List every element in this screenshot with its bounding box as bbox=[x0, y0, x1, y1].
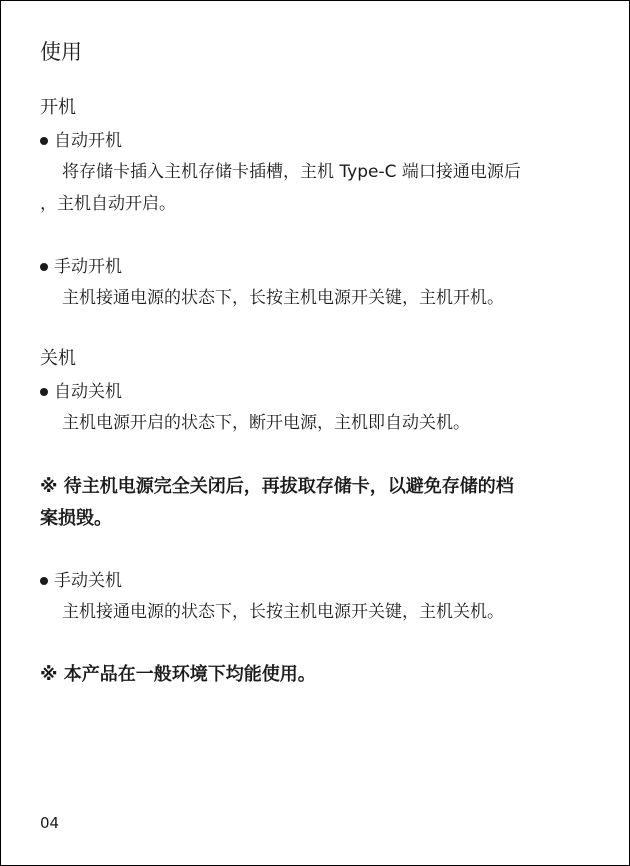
manual-power-on-text: 主机接通电源的状态下，长按主机电源开关键，主机开机。 bbox=[62, 288, 504, 308]
manual-power-on-item bbox=[40, 254, 122, 280]
auto-power-off-label: 自动关机 bbox=[54, 382, 122, 402]
manual-power-off-text: 主机接通电源的状态下，长按主机电源开关键，主机关机。 bbox=[62, 602, 504, 622]
storage-card-warning bbox=[40, 471, 600, 535]
auto-power-on-item bbox=[40, 128, 122, 154]
auto-power-off-item bbox=[40, 379, 122, 405]
auto-power-on-label: 自动开机 bbox=[54, 131, 122, 151]
auto-power-on-text bbox=[40, 156, 600, 220]
auto-power-off-text: 主机电源开启的状态下，断开电源，主机即自动关机。 bbox=[62, 413, 470, 433]
auto-power-on-text-line1: 将存储卡插入主机存储卡插槽，主机 Type-C 端口接通电源后 bbox=[62, 162, 521, 182]
manual-power-off-item bbox=[40, 568, 122, 594]
page-number: 04 bbox=[40, 814, 60, 832]
storage-card-warning-line1: ※ 待主机电源完全关闭后，再拔取存储卡，以避免存储的档 bbox=[40, 476, 514, 497]
bullet-icon bbox=[40, 577, 48, 585]
environment-note: ※ 本产品在一般环境下均能使用。 bbox=[40, 664, 316, 685]
power-on-heading: 开机 bbox=[40, 97, 76, 118]
power-off-heading: 关机 bbox=[40, 348, 76, 369]
bullet-icon bbox=[40, 388, 48, 396]
bullet-icon bbox=[40, 263, 48, 271]
bullet-icon bbox=[40, 137, 48, 145]
manual-power-off-label: 手动关机 bbox=[54, 571, 122, 591]
storage-card-warning-line2: 案损毁。 bbox=[40, 508, 112, 529]
auto-power-on-text-line2: ，主机自动开启。 bbox=[40, 194, 176, 214]
manual-power-on-label: 手动开机 bbox=[54, 257, 122, 277]
page-title: 使用 bbox=[40, 40, 82, 64]
